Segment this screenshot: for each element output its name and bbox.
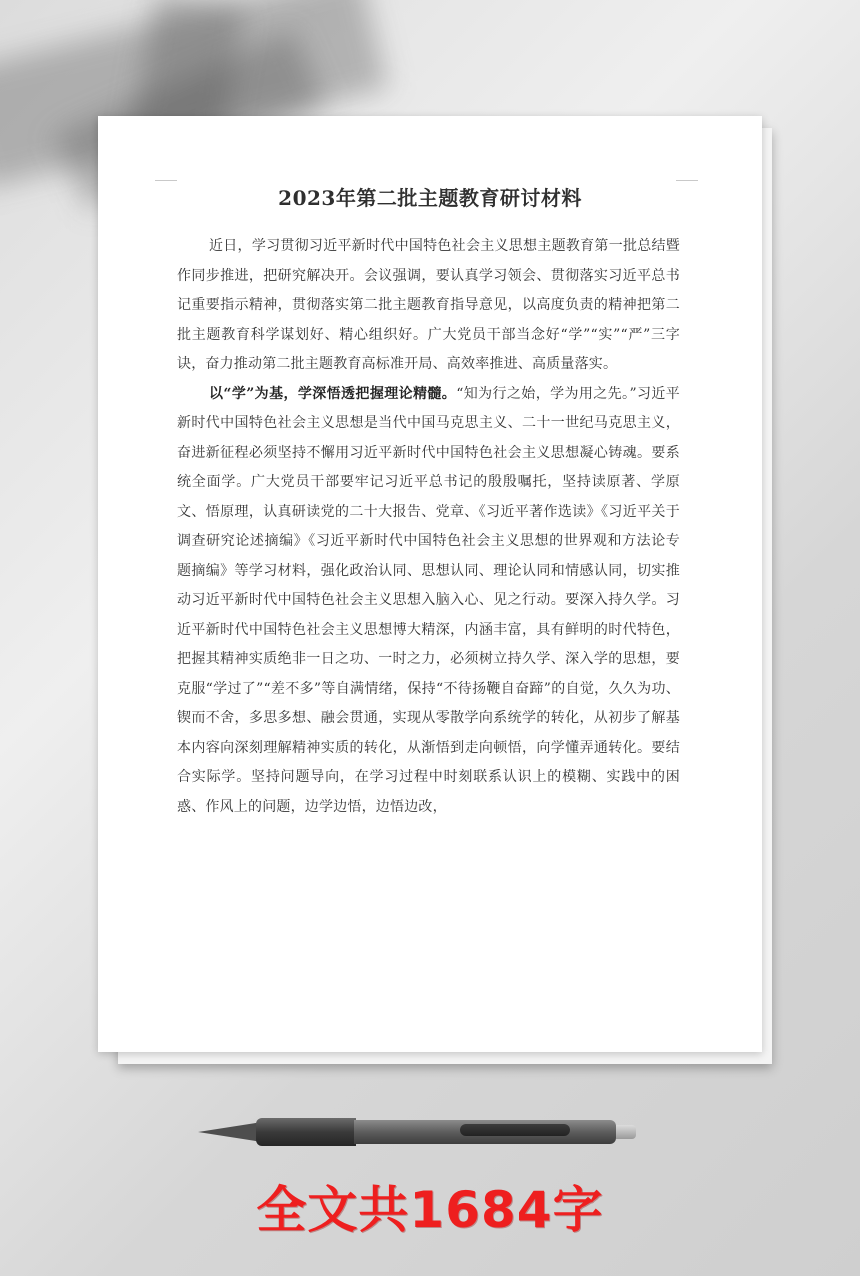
paragraph-study — [177, 380, 680, 823]
paragraph-intro: 近日，学习贯彻习近平新时代中国特色社会主义思想主题教育第一批总结暨作同步推进，把研究解决开。会议强调，要认真学习领会、贯彻落实习近平总书记重要指示精神，贯彻落实第二批主题教育指导意见，以高度负责的精神把第二批主题教育科学谋划好、精心组织好。广大党员干部当念好“学”“实”“严”三字诀，奋力推动第二批主题教育高标准开局、高效率推进、高质量落实。 — [177, 238, 680, 372]
pen-image — [198, 1110, 638, 1154]
header-rule-left — [155, 180, 177, 181]
paragraph-body: “知为行之始，学为用之先。”习近平新时代中国特色社会主义思想是当代中国马克思主义、二十一世纪马克思主义，奋进新征程必须坚持不懈用习近平新时代中国特色社会主义思想凝心铸魂。要系统全面学。广大党员干部要牢记习近平总书记的殷殷嘱托，坚持读原著、学原文、悟原理，认真研读党的二十大报告、党章、《习近平著作选读》《习近平关于调查研究论述摘编》《习近平新时代中国特色社会主义思想的世界观和方法论专题摘编》等学习材料，强化政治认同、思想认同、理论认同和情感认同，切实推动习近平新时代中国特色社会主义思想入脑入心、见之行动。要深入持久学。习近平新时代中国特色社会主义思想博大精深，内涵丰富，具有鲜明的时代特色，把握其精神实质绝非一日之功、一时之力，必须树立持久学、深入学的思想，要克服“学过了”“差不多”等自满情绪，保持“不待扬鞭自奋蹄”的自觉，久久为功、锲而不舍，多思多想、融会贯通，实现从零散学向系统学的转化，从初步了解基本内容向深刻理解精神实质的转化，从渐悟到走向顿悟，向学懂弄通转化。要结合实际学。坚持问题导向，在学习过程中时刻联系认识上的模糊、实践中的困惑、作风上的问题，边学边悟，边悟边改， — [177, 385, 680, 815]
word-count-label: 全文共1684字 — [256, 1181, 604, 1239]
pen-clip — [460, 1124, 570, 1136]
pen-grip — [256, 1118, 356, 1146]
pen-cap — [616, 1125, 636, 1139]
paragraph-lead: 以“学”为基，学深悟透把握理论精髓。 — [209, 385, 457, 402]
header-rule-right — [676, 180, 698, 181]
pen-tip — [198, 1122, 262, 1142]
document-title: 2023年第二批主题教育研讨材料 — [278, 186, 582, 210]
document-body — [177, 232, 680, 822]
